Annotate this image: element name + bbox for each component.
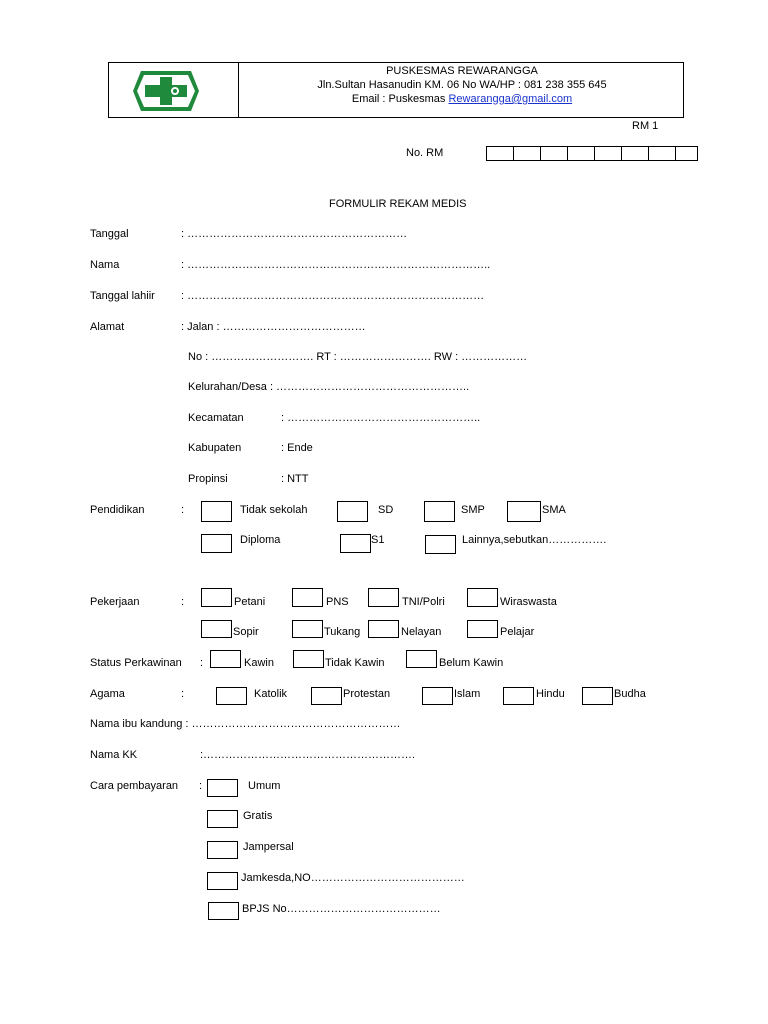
option-jamkesda: Jamkesda,NO…………………………………… xyxy=(241,872,465,884)
no-rm-label: No. RM xyxy=(406,147,444,159)
checkbox-tidak-kawin[interactable] xyxy=(293,650,324,668)
option-umum: Umum xyxy=(248,780,281,792)
alamat-label: Alamat xyxy=(90,321,125,333)
rm-digit-box[interactable] xyxy=(649,147,676,160)
checkbox-bpjs[interactable] xyxy=(208,902,239,920)
option-sma: SMA xyxy=(542,504,566,516)
checkbox-sd[interactable] xyxy=(337,501,368,522)
option-smp: SMP xyxy=(461,504,485,516)
pendidikan-colon: : xyxy=(181,504,185,516)
checkbox-umum[interactable] xyxy=(207,779,238,797)
email-link[interactable]: Rewarangga@gmail.com xyxy=(448,93,573,105)
checkbox-s1[interactable] xyxy=(340,534,371,553)
option-belum-kawin: Belum Kawin xyxy=(439,657,504,669)
propinsi-value: : NTT xyxy=(281,473,309,485)
nama-kk-label: Nama KK xyxy=(90,749,138,761)
option-tukang: Tukang xyxy=(324,626,361,638)
pekerjaan-colon: : xyxy=(181,596,185,608)
pendidikan-label: Pendidikan xyxy=(90,504,145,516)
rm-code: RM 1 xyxy=(632,120,659,132)
option-s1: S1 xyxy=(371,534,385,546)
option-islam: Islam xyxy=(454,688,481,700)
rm-digit-box[interactable] xyxy=(514,147,541,160)
checkbox-sma[interactable] xyxy=(507,501,541,522)
checkbox-pelajar[interactable] xyxy=(467,620,498,638)
nama-field[interactable]: : ……………………………………………………………………….. xyxy=(181,259,491,271)
rm-digit-box[interactable] xyxy=(541,147,568,160)
nama-kk-field[interactable]: :…………………………………………………. xyxy=(200,749,416,761)
option-katolik: Katolik xyxy=(254,688,288,700)
checkbox-lainnya[interactable] xyxy=(425,535,456,554)
no-rm-grid[interactable] xyxy=(486,146,698,161)
tanggal-label: Tanggal xyxy=(90,228,129,240)
rm-digit-box[interactable] xyxy=(568,147,595,160)
checkbox-belum-kawin[interactable] xyxy=(406,650,437,668)
green-cross-logo-icon xyxy=(131,69,201,113)
checkbox-diploma[interactable] xyxy=(201,534,232,553)
checkbox-smp[interactable] xyxy=(424,501,455,522)
checkbox-tidak-sekolah[interactable] xyxy=(201,501,232,522)
checkbox-jampersal[interactable] xyxy=(207,841,238,859)
option-jampersal: Jampersal xyxy=(243,841,294,853)
option-hindu: Hindu xyxy=(536,688,565,700)
jalan-field[interactable]: : Jalan : ………………………………… xyxy=(181,321,366,333)
option-petani: Petani xyxy=(234,596,266,608)
kabupaten-value: : Ende xyxy=(281,442,313,454)
logo xyxy=(131,69,201,113)
propinsi-label: Propinsi xyxy=(188,473,228,485)
rm-digit-box[interactable] xyxy=(622,147,649,160)
clinic-email xyxy=(239,93,685,105)
checkbox-budha[interactable] xyxy=(582,687,613,705)
option-pns: PNS xyxy=(326,596,349,608)
status-colon: : xyxy=(200,657,204,669)
option-tni-polri: TNI/Polri xyxy=(402,596,445,608)
rm-digit-box[interactable] xyxy=(676,147,697,160)
kecamatan-label: Kecamatan xyxy=(188,412,244,424)
option-tidak-sekolah: Tidak sekolah xyxy=(240,504,308,516)
checkbox-hindu[interactable] xyxy=(503,687,534,705)
nama-ibu-field[interactable]: Nama ibu kandung : ………………………………………………… xyxy=(90,718,401,730)
checkbox-wiraswasta[interactable] xyxy=(467,588,498,607)
checkbox-sopir[interactable] xyxy=(201,620,232,638)
option-bpjs: BPJS No…………………………………… xyxy=(242,903,441,915)
status-perkawinan-label: Status Perkawinan xyxy=(90,657,182,669)
checkbox-kawin[interactable] xyxy=(210,650,241,668)
rm-digit-box[interactable] xyxy=(487,147,514,160)
rm-digit-box[interactable] xyxy=(595,147,622,160)
option-diploma: Diploma xyxy=(240,534,281,546)
form-title: FORMULIR REKAM MEDIS xyxy=(329,198,467,210)
tanggal-lahir-field[interactable]: : ……………………………………………………………………… xyxy=(181,290,485,302)
checkbox-petani[interactable] xyxy=(201,588,232,607)
checkbox-tni-polri[interactable] xyxy=(368,588,399,607)
option-pelajar: Pelajar xyxy=(500,626,535,638)
cara-pembayaran-label: Cara pembayaran xyxy=(90,780,179,792)
option-kawin: Kawin xyxy=(244,657,274,669)
checkbox-gratis[interactable] xyxy=(207,810,238,828)
tanggal-lahir-label: Tanggal lahiir xyxy=(90,290,155,302)
kecamatan-field[interactable]: : …………………………………………….. xyxy=(281,412,481,424)
option-protestan: Protestan xyxy=(343,688,391,700)
email-label: Email : Puskesmas xyxy=(351,93,449,105)
nama-label: Nama xyxy=(90,259,120,271)
checkbox-tukang[interactable] xyxy=(292,620,323,638)
agama-label: Agama xyxy=(90,688,125,700)
pekerjaan-label: Pekerjaan xyxy=(90,596,140,608)
option-sd: SD xyxy=(378,504,394,516)
checkbox-islam[interactable] xyxy=(422,687,453,705)
option-budha: Budha xyxy=(614,688,646,700)
option-tidak-kawin: Tidak Kawin xyxy=(325,657,385,669)
checkbox-katolik[interactable] xyxy=(216,687,247,705)
option-wiraswasta: Wiraswasta xyxy=(500,596,557,608)
clinic-name: PUSKESMAS REWARANGGA xyxy=(386,65,538,77)
kabupaten-label: Kabupaten xyxy=(188,442,242,454)
checkbox-protestan[interactable] xyxy=(311,687,342,705)
option-nelayan: Nelayan xyxy=(401,626,442,638)
clinic-address: Jln.Sultan Hasanudin KM. 06 No WA/HP : 081 238 355 645 xyxy=(317,79,607,91)
agama-colon: : xyxy=(181,688,185,700)
option-gratis: Gratis xyxy=(243,810,273,822)
checkbox-nelayan[interactable] xyxy=(368,620,399,638)
checkbox-jamkesda[interactable] xyxy=(207,872,238,890)
checkbox-pns[interactable] xyxy=(292,588,323,607)
no-rt-rw-field[interactable]: No : ………………………. RT : ……………………. RW : ……………… xyxy=(188,351,528,363)
tanggal-field[interactable]: : …………………………………………………… xyxy=(181,228,408,240)
option-sopir: Sopir xyxy=(233,626,259,638)
option-lainnya: Lainnya,sebutkan……………. xyxy=(462,534,607,546)
kelurahan-field[interactable]: Kelurahan/Desa : …………………………………………….. xyxy=(188,381,470,393)
letterhead xyxy=(108,62,684,118)
pembayaran-colon: : xyxy=(199,780,203,792)
